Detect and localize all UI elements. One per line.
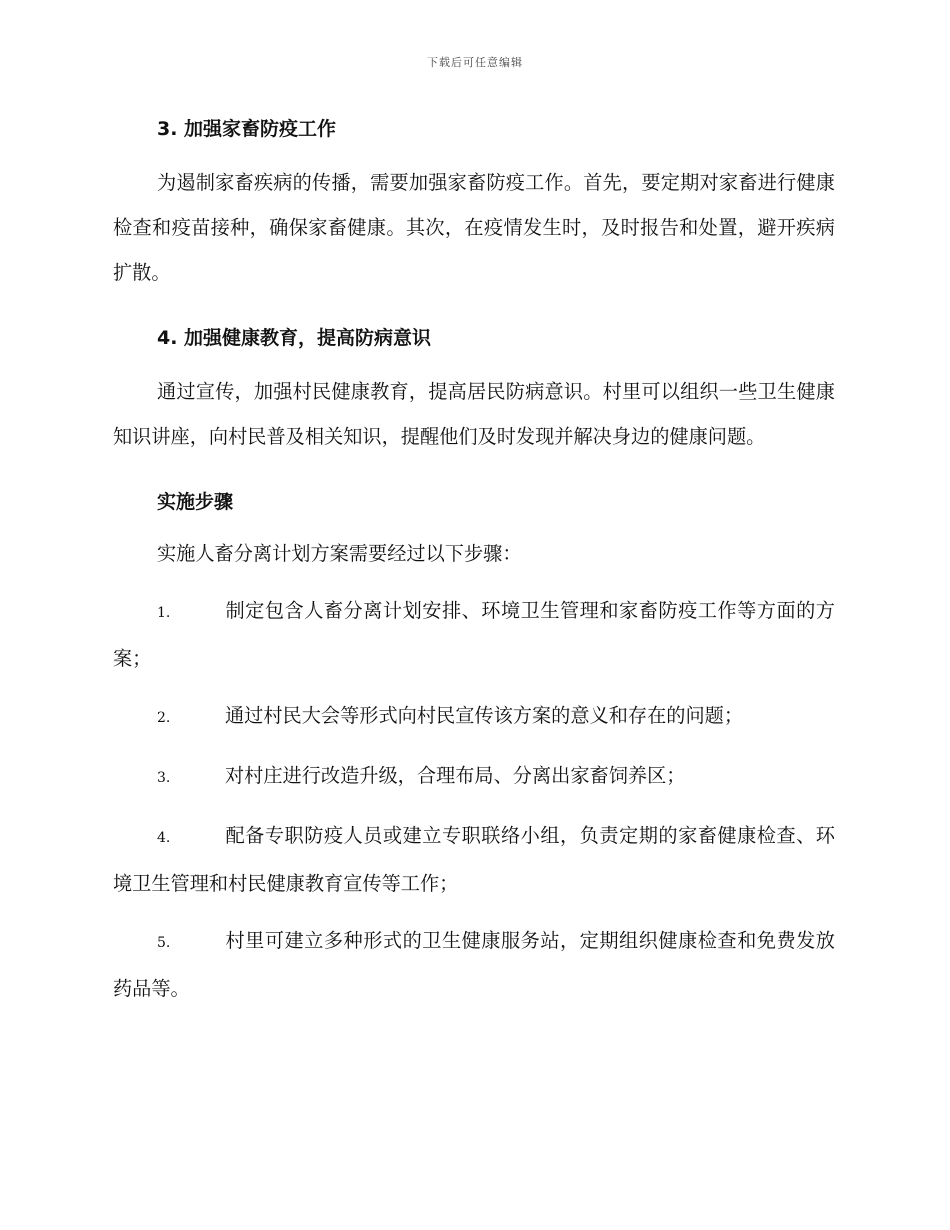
list-item [113, 693, 835, 741]
steps-intro: 实施人畜分离计划方案需要经过以下步骤： [157, 542, 522, 565]
steps-list [113, 588, 835, 1011]
list-item-number: 4. [157, 830, 171, 846]
list-item-text: 村里可建立多种形式的卫生健康服务站，定期组织健康检查和免费发放药品等。 [113, 929, 835, 1000]
list-item-number: 2. [157, 710, 171, 726]
list-item-text: 对村庄进行改造升级，合理布局、分离出家畜饲养区； [225, 764, 686, 787]
list-item [113, 753, 835, 801]
list-item-number: 5. [157, 935, 171, 951]
section-paragraph-4: 通过宣传，加强村民健康教育，提高居民防病意识。村里可以组织一些卫生健康知识讲座，向村民普及相关知识，提醒他们及时发现并解决身边的健康问题。 [113, 380, 835, 448]
section-heading-3: 3. 加强家畜防疫工作 [157, 118, 337, 140]
list-item-number: 3. [157, 770, 171, 786]
list-item [113, 813, 835, 906]
list-item [113, 588, 835, 681]
list-item-number: 1. [157, 605, 171, 621]
document-body [113, 114, 835, 1023]
list-item-text: 通过村民大会等形式向村民宣传该方案的意义和存在的问题； [225, 704, 744, 727]
steps-heading: 实施步骤 [157, 491, 234, 513]
list-item-text: 制定包含人畜分离计划安排、环境卫生管理和家畜防疫工作等方面的方案； [113, 599, 835, 670]
section-heading-4: 4. 加强健康教育，提高防病意识 [157, 327, 432, 349]
list-item [113, 918, 835, 1011]
list-item-text: 配备专职防疫人员或建立专职联络小组，负责定期的家畜健康检查、环境卫生管理和村民健康教育宣传等工作； [113, 824, 835, 895]
page-header: 下载后可任意编辑 [427, 56, 523, 69]
section-paragraph-3: 为遏制家畜疾病的传播，需要加强家畜防疫工作。首先，要定期对家畜进行健康检查和疫苗接种，确保家畜健康。其次，在疫情发生时，及时报告和处置，避开疾病扩散。 [113, 171, 835, 284]
